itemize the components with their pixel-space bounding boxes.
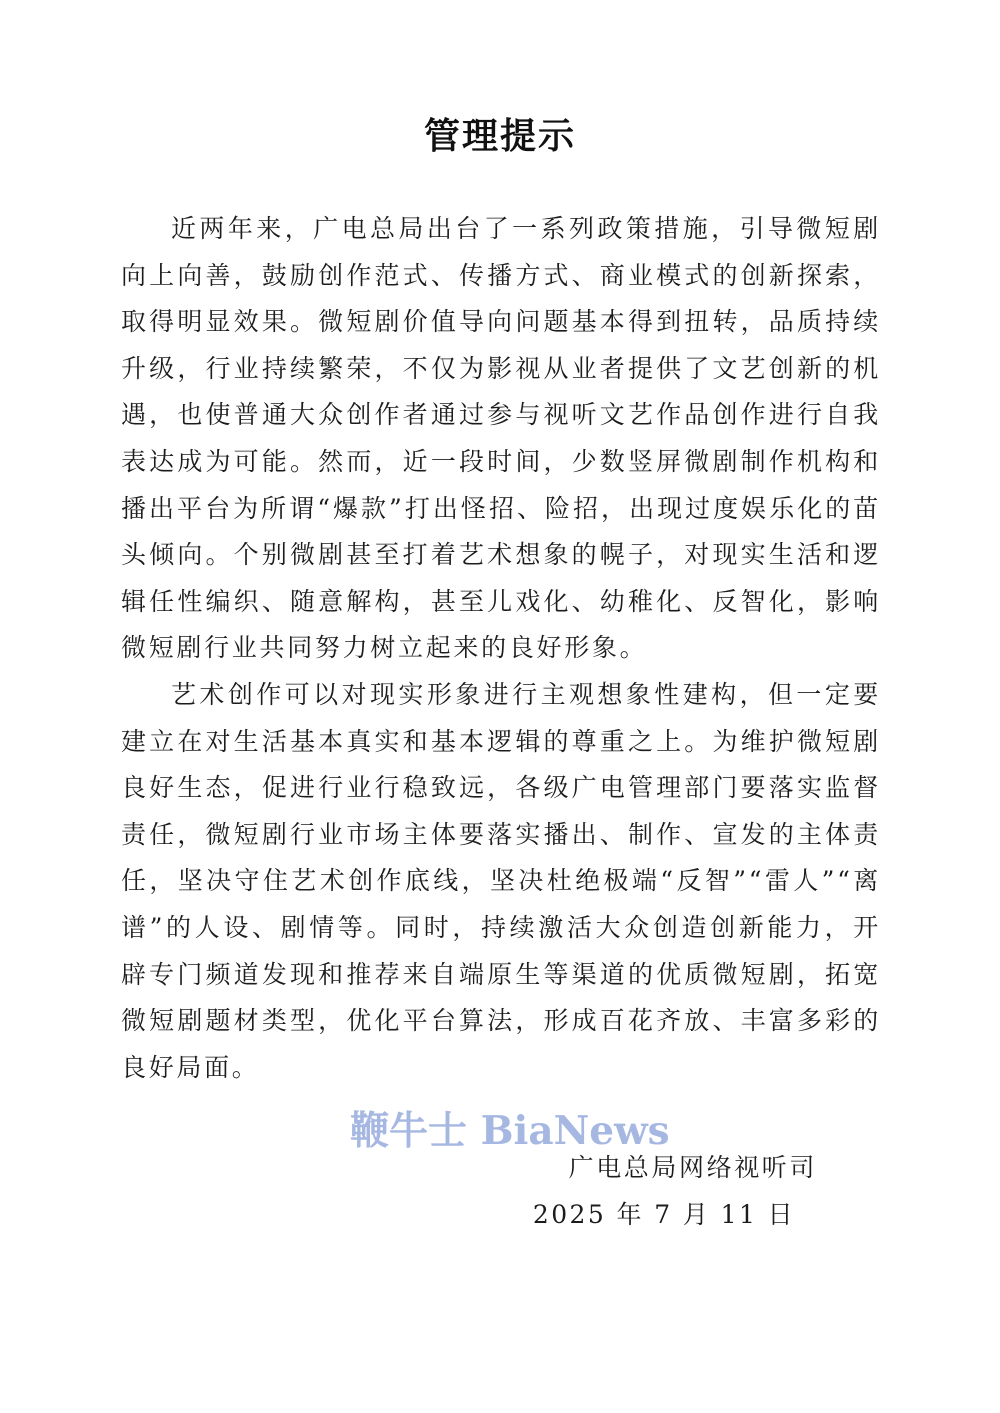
document-title: 管理提示 bbox=[423, 116, 576, 157]
issuer-signature: 广电总局网络视听司 bbox=[568, 1153, 817, 1182]
issue-date: 2025 年 7 月 11 日 bbox=[532, 1200, 795, 1229]
paragraph-2: 艺术创作可以对现实形象进行主观想象性建构，但一定要建立在对生活基本真实和基本逻辑的尊重之上。为维护微短剧良好生态，促进行业行稳致远，各级广电管理部门要落实监督责任，微短剧行业市场主体要落实播出、制作、宣发的主体责任，坚决守住艺术创作底线，坚决杜绝极端“反智”“雷人”“离谱”的人设、剧情等。同时，持续激活大众创造创新能力，开辟专门频道发现和推荐来自端原生等渠道的优质微短剧，拓宽微短剧题材类型，优化平台算法，形成百花齐放、丰富多彩的良好局面。 bbox=[121, 679, 881, 1082]
watermark-logo: 鞭牛士 BiaNews bbox=[350, 1108, 670, 1154]
paragraph-1: 近两年来，广电总局出台了一系列政策措施，引导微短剧向上向善，鼓励创作范式、传播方式、商业模式的创新探索，取得明显效果。微短剧价值导向问题基本得到扭转，品质持续升级，行业持续繁荣，不仅为影视从业者提供了文艺创新的机遇，也使普通大众创作者通过参与视听文艺作品创作进行自我表达成为可能。然而，近一段时间，少数竖屏微剧制作机构和播出平台为所谓“爆款”打出怪招、险招，出现过度娱乐化的苗头倾向。个别微剧甚至打着艺术想象的幌子，对现实生活和逻辑任性编织、随意解构，甚至儿戏化、幼稚化、反智化，影响微短剧行业共同努力树立起来的良好形象。 bbox=[121, 214, 881, 663]
document-body bbox=[121, 206, 881, 1091]
